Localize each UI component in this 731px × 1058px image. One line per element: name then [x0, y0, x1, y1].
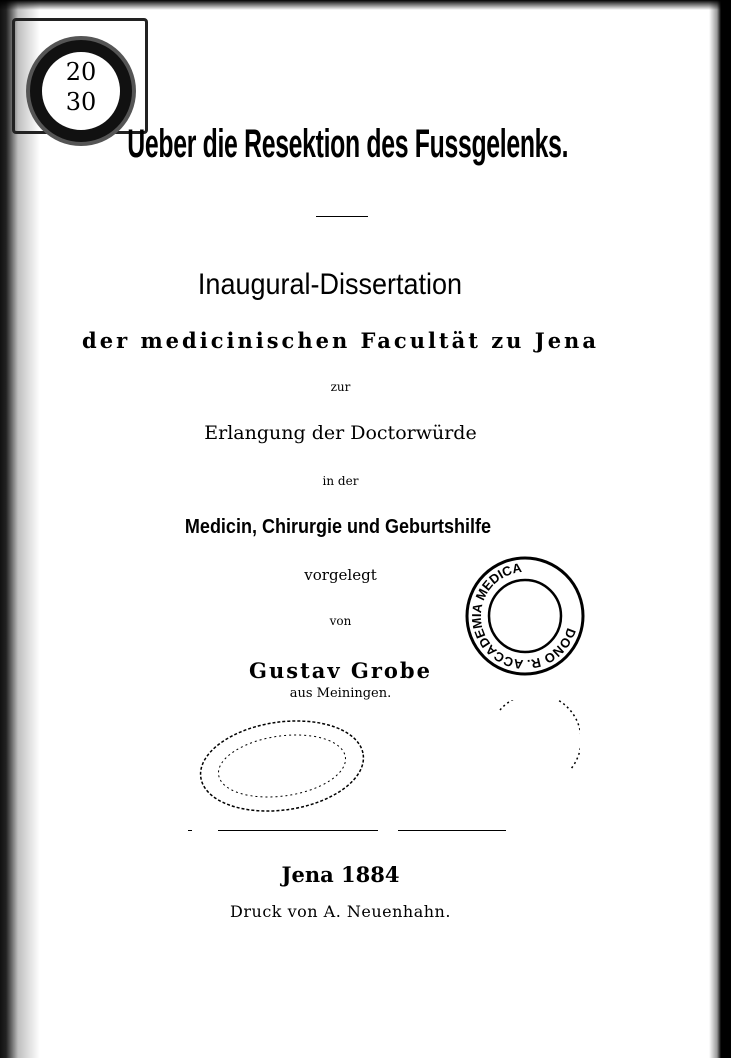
purpose-line: Erlangung der Doctorwürde: [204, 422, 477, 444]
fields-line: Medicin, Chirurgie und Geburtshilfe: [184, 516, 491, 538]
faculty-line: der medicinischen Facultät zu Jena: [82, 328, 599, 353]
academy-round-stamp: [463, 554, 587, 678]
author-name: Gustav Grobe: [249, 658, 432, 683]
by-line: von: [329, 614, 352, 628]
submitted-line: vorgelegt: [304, 566, 377, 584]
document-title: Ueber die Resektion des Fussgelenks.: [127, 122, 569, 166]
faint-partial-stamp: [480, 700, 580, 800]
purpose-preposition: zur: [330, 380, 351, 394]
round-stamp-text: DONO R. ACCADEMIA MEDICA: [468, 560, 579, 673]
place-and-year: Jena 1884: [281, 862, 400, 887]
svg-text:DONO R. ACCADEMIA MEDICA: [463, 554, 587, 678]
title-divider: [316, 216, 368, 217]
faint-oval-stamp: [196, 716, 368, 816]
page-top-edge-shadow: [0, 0, 731, 10]
lower-divider-left: [218, 830, 378, 831]
lower-divider-dot: [188, 830, 192, 831]
number-stamp: [30, 40, 132, 142]
stamp-number-bottom: 30: [65, 88, 97, 116]
dissertation-type: Inaugural-Dissertation: [197, 268, 463, 301]
stamp-number-top: 20: [65, 58, 97, 86]
author-origin: aus Meiningen.: [289, 686, 392, 701]
printer-line: Druck von A. Neuenhahn.: [230, 902, 451, 921]
page-right-edge-shadow: [709, 0, 731, 1058]
field-preposition: in der: [322, 474, 359, 488]
lower-divider-right: [398, 830, 506, 831]
